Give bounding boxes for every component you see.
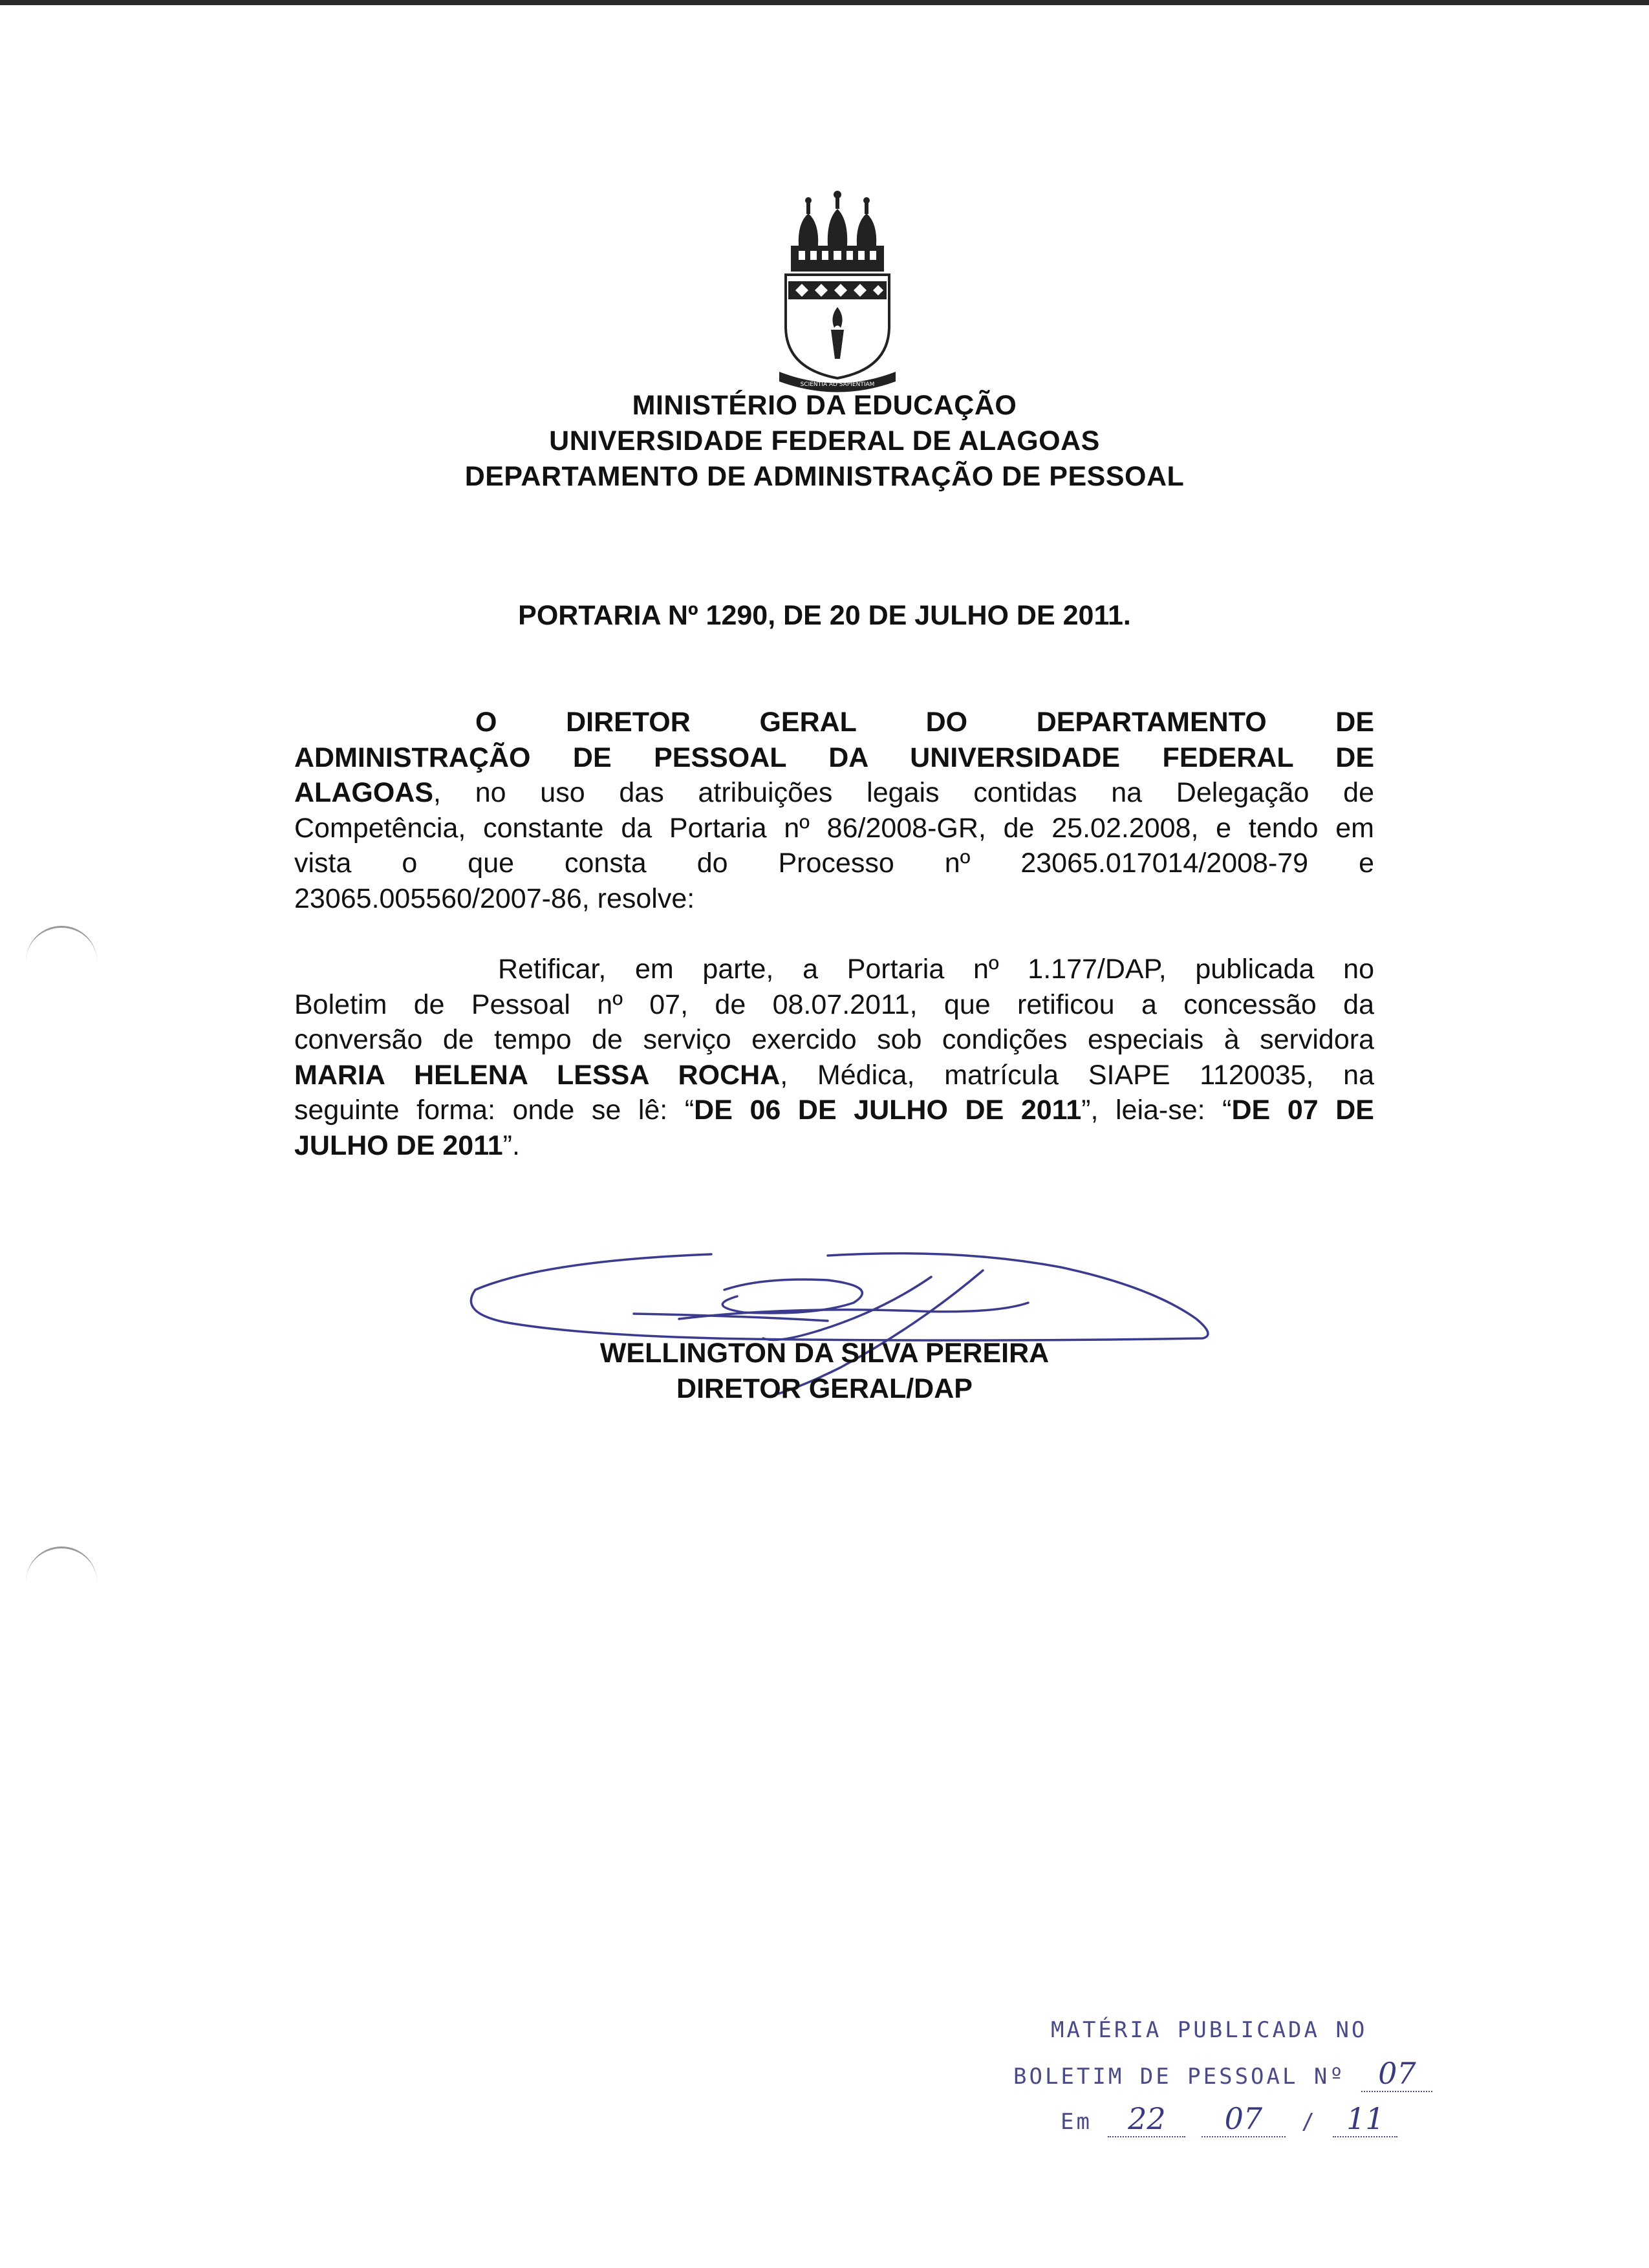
stamp-day: 22 xyxy=(1108,2101,1185,2137)
publication-stamp xyxy=(1006,2004,1426,2159)
page-top-edge xyxy=(0,0,1649,5)
document-title: PORTARIA Nº 1290, DE 20 DE JULHO DE 2011. xyxy=(518,600,1131,631)
stamp-line-1: MATÉRIA PUBLICADA NO xyxy=(1051,2017,1368,2043)
stamp-month: 07 xyxy=(1202,2101,1286,2137)
preamble-line-1 xyxy=(294,705,1374,740)
preamble-line-3 xyxy=(294,775,1374,811)
preamble-line-3-rest: , no uso das atribuições legais contidas na Delegação de xyxy=(433,777,1374,808)
document-header xyxy=(0,388,1649,495)
signatory-name: WELLINGTON DA SILVA PEREIRA xyxy=(599,1338,1050,1369)
servant-name: MARIA HELENA LESSA ROCHA xyxy=(294,1059,781,1091)
word: DE xyxy=(1335,707,1374,738)
stamp-line-2 xyxy=(1013,2056,1432,2092)
stamp-date-label: Em xyxy=(1061,2109,1092,2135)
stamp-separator: / xyxy=(1301,2109,1317,2135)
university-name: UNIVERSIDADE FEDERAL DE ALAGOAS xyxy=(549,425,1100,456)
university-crest-icon xyxy=(773,184,902,394)
paragraph-preamble xyxy=(294,705,1374,916)
text-segment: seguinte forma: onde se lê: “ xyxy=(294,1095,695,1126)
preamble-line-6: 23065.005560/2007-86, resolve: xyxy=(294,883,695,914)
text-segment: ”, leia-se: “ xyxy=(1081,1095,1232,1126)
punch-hole-mark xyxy=(26,1546,97,1587)
word: GERAL xyxy=(759,707,857,738)
resolution-line-1: Retificar, em parte, a Portaria nº 1.177/DAP, publicada no xyxy=(498,954,1374,985)
correct-date-part-2: JULHO DE 2011 xyxy=(294,1129,503,1161)
punch-hole-mark xyxy=(26,926,97,967)
word: DIRETOR xyxy=(566,707,691,738)
text-segment: ”. xyxy=(502,1129,520,1161)
word: O xyxy=(475,707,497,738)
wrong-date: DE 06 DE JULHO DE 2011 xyxy=(694,1095,1082,1126)
resolution-line-3: conversão de tempo de serviço exercido sob condições especiais à servidora xyxy=(294,1024,1374,1055)
resolution-line-6 xyxy=(294,1128,1374,1164)
resolution-line-4 xyxy=(294,1058,1374,1093)
preamble-line-4: Competência, constante da Portaria nº 86/2008-GR, de 25.02.2008, e tendo em xyxy=(294,812,1374,844)
resolution-line-4-rest: , Médica, matrícula SIAPE 1120035, na xyxy=(780,1059,1374,1091)
word: DO xyxy=(925,707,968,738)
signatory-role: DIRETOR GERAL/DAP xyxy=(676,1373,973,1404)
paragraph-resolution xyxy=(294,952,1374,1163)
resolution-line-5 xyxy=(294,1093,1374,1128)
stamp-bulletin-label: BOLETIM DE PESSOAL Nº xyxy=(1013,2064,1346,2090)
stamp-line-3 xyxy=(1061,2101,1397,2137)
department-name: DEPARTAMENTO DE ADMINISTRAÇÃO DE PESSOAL xyxy=(464,461,1185,492)
crest-motto: SCIENTIA AD SAPIENTIAM xyxy=(800,381,875,388)
stamp-year: 11 xyxy=(1333,2101,1397,2137)
preamble-line-2: ADMINISTRAÇÃO DE PESSOAL DA UNIVERSIDADE FEDERAL DE xyxy=(294,742,1374,773)
word: DEPARTAMENTO xyxy=(1036,707,1267,738)
correct-date-part-1: DE 07 DE xyxy=(1231,1095,1374,1126)
preamble-line-5: vista o que consta do Processo nº 23065.017014/2008-79 e xyxy=(294,848,1374,879)
resolution-line-2: Boletim de Pessoal nº 07, de 08.07.2011, que retificou a concessão da xyxy=(294,989,1374,1020)
state-name: ALAGOAS xyxy=(294,777,433,808)
stamp-bulletin-number: 07 xyxy=(1361,2056,1432,2092)
ministry-name: MINISTÉRIO DA EDUCAÇÃO xyxy=(632,390,1017,421)
